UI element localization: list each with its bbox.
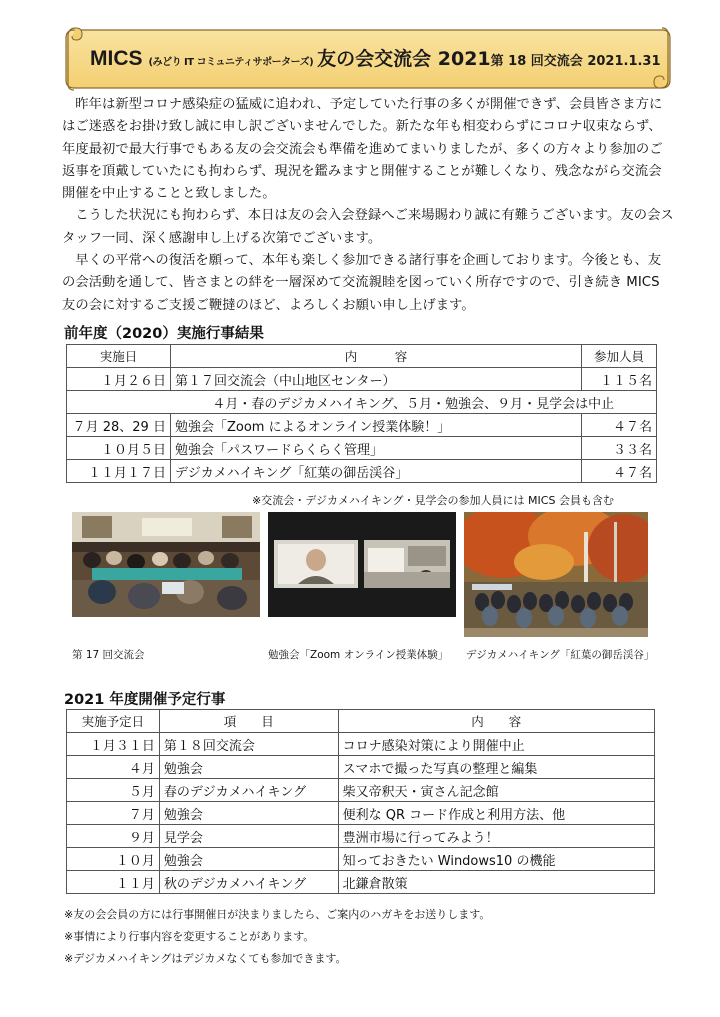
table-row (67, 825, 655, 848)
table-row (67, 460, 657, 483)
past-results-table (66, 344, 657, 483)
meeting-hall-image (72, 512, 260, 617)
photo-zoom-session (268, 512, 456, 617)
banner-title: 友の会交流会 2021 (317, 48, 491, 70)
table-row (67, 437, 657, 460)
photo-caption-2: 勉強会「Zoom オンライン授業体験」 (268, 649, 449, 661)
row-date: １１月 (67, 871, 160, 894)
banner-subtitle: (みどり IT コミュニティサポーターズ) (148, 57, 314, 68)
autumn-group-image (464, 512, 648, 637)
row-date: １月３１日 (67, 733, 160, 756)
table-row (67, 368, 657, 391)
row-date: ４月 (67, 756, 160, 779)
table-row (67, 871, 655, 894)
row-people: ３３名 (582, 437, 657, 460)
past-results-note: ※交流会・デジカメハイキング・見学会の参加人員には MICS 会員も含む (252, 494, 614, 507)
table-row (67, 779, 655, 802)
row-content: 勉強会「パスワードらくらく管理」 (170, 437, 581, 460)
row-date: １１月１７日 (67, 460, 171, 483)
row-people: ４７名 (582, 414, 657, 437)
table-row (67, 733, 655, 756)
photo-caption-3: デジカメハイキング「紅葉の御岳渓谷」 (466, 649, 655, 661)
photo-exchange-meeting (72, 512, 260, 617)
plan-note-3: ※デジカメハイキングはデジカメなくても参加できます。 (64, 952, 347, 965)
row-item: 勉強会 (159, 848, 338, 871)
row-item: 秋のデジカメハイキング (159, 871, 338, 894)
row-item: 見学会 (159, 825, 338, 848)
plan-note-2: ※事情により行事内容を変更することがあります。 (64, 930, 315, 943)
photo-caption-1: 第 17 回交流会 (72, 649, 145, 661)
header-people: 参加人員 (582, 345, 657, 368)
header-planned-date: 実施予定日 (67, 710, 160, 733)
row-content: デジカメハイキング「紅葉の御岳渓谷」 (170, 460, 581, 483)
row-item: 勉強会 (159, 756, 338, 779)
photo-autumn-hiking (464, 512, 648, 637)
row-date (67, 391, 171, 414)
plan-note-1: ※友の会会員の方には行事開催日が決まりましたら、ご案内のハガキをお送りします。 (64, 908, 491, 921)
header-item: 項 目 (159, 710, 338, 733)
row-date: ５月 (67, 779, 160, 802)
row-content: 柴又帝釈天・寅さん記念館 (338, 779, 654, 802)
table-row (67, 802, 655, 825)
intro-paragraph-1: 昨年は新型コロナ感染症の猛威に追われ、予定していた行事の多くが開催できず、会員皆さま方にはご迷惑をお掛け致し誠に申し訳ございませんでした。新たな年も相変わらずにコロナ収束ならず、年度最初で最大行事でもある友の会交流会も準備を進めてまいりましたが、多くの方々より参加のご返事を頂戴していたにも拘わらず、現況を鑑みますと開催することが難しくなり、残念ながら交流会開催を中止することと致しました。 (62, 97, 663, 202)
title-banner (62, 24, 674, 92)
table-row (67, 414, 657, 437)
table-header-row (67, 710, 655, 733)
banner-mics: MICS (90, 47, 143, 70)
row-content: 勉強会「Zoom によるオンライン授業体験！」 (170, 414, 581, 437)
table-header-row (67, 345, 657, 368)
row-people: １１５名 (582, 368, 657, 391)
banner-meeting-date: 第 18 回交流会 2021.1.31 (490, 54, 661, 69)
plan-heading: 2021 年度開催予定行事 (64, 692, 226, 708)
row-date: ７月 (67, 802, 160, 825)
header-content: 内 容 (170, 345, 581, 368)
table-row (67, 756, 655, 779)
row-content: 北鎌倉散策 (338, 871, 654, 894)
row-date: ７月 28、29 日 (67, 414, 171, 437)
intro-paragraph-2: こうした状況にも拘わらず、本日は友の会入会登録へご来場賜わり誠に有難うございます。友の会スタッフ一同、深く感謝申し上げる次第でございます。 (62, 208, 674, 246)
row-date: １月２６日 (67, 368, 171, 391)
row-content: スマホで撮った写真の整理と編集 (338, 756, 654, 779)
row-date: １０月 (67, 848, 160, 871)
header-date: 実施日 (67, 345, 171, 368)
header-content: 内 容 (338, 710, 654, 733)
row-content: 豊洲市場に行ってみよう！ (338, 825, 654, 848)
row-item: 勉強会 (159, 802, 338, 825)
intro-text (62, 94, 674, 317)
zoom-screen-image (268, 512, 456, 617)
row-content: 第１７回交流会（中山地区センター） (170, 368, 581, 391)
intro-paragraph-3: 早くの平常への復活を願って、本年も楽しく参加できる諸行事を企画しております。今後とも、友の会活動を通して、皆さまとの絆を一層深めて交流親睦を図っていく所存ですので、引き続き MICS 友の会に対するご支援ご鞭撻のほど、よろしくお願い申し上げます。 (62, 253, 662, 313)
table-row (67, 848, 655, 871)
row-content: 知っておきたい Windows10 の機能 (338, 848, 654, 871)
table-row (67, 391, 657, 414)
row-date: １０月５日 (67, 437, 171, 460)
row-item: 第１８回交流会 (159, 733, 338, 756)
row-item: 春のデジカメハイキング (159, 779, 338, 802)
row-date: ９月 (67, 825, 160, 848)
row-people: ４７名 (582, 460, 657, 483)
row-content: コロナ感染対策により開催中止 (338, 733, 654, 756)
row-content: 便利な QR コード作成と利用方法、他 (338, 802, 654, 825)
past-results-heading: 前年度（2020）実施行事結果 (64, 326, 264, 342)
row-content: ４月・春のデジカメハイキング、５月・勉強会、９月・見学会は中止 (170, 391, 656, 414)
plan-table (66, 709, 655, 894)
